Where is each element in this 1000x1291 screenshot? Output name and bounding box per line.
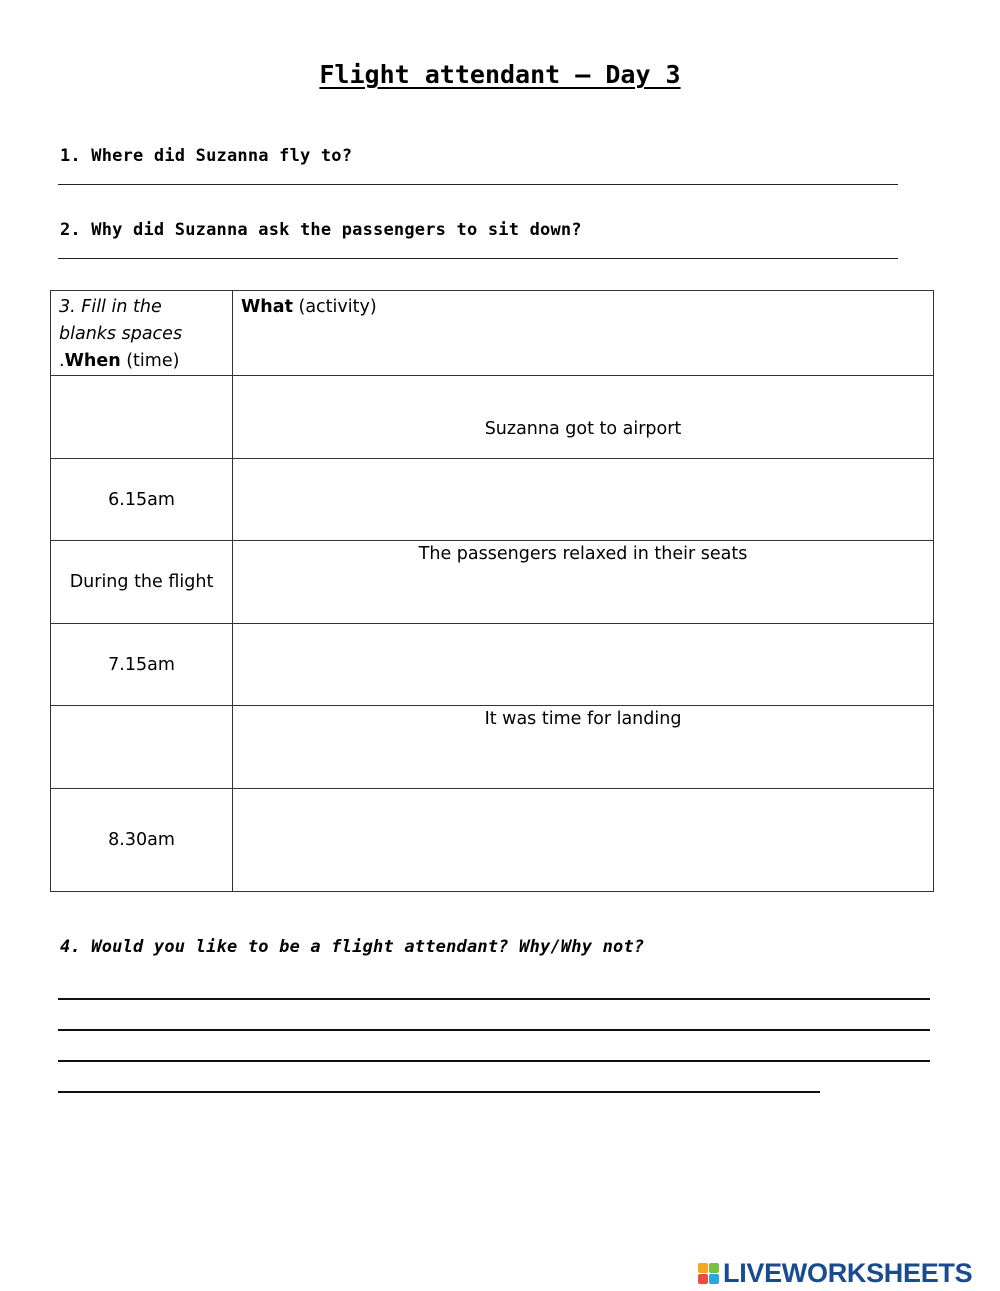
when-header-label: When: [64, 351, 121, 371]
when-cell: 7.15am: [51, 624, 233, 706]
table-header-row: [51, 291, 934, 376]
what-header-cell: [233, 291, 934, 376]
answer-line-q4-4[interactable]: [58, 1091, 820, 1093]
table-row: [51, 541, 934, 624]
question-2: 2. Why did Suzanna ask the passengers to sit down?: [60, 220, 582, 240]
fill-in-instruction: 3. Fill in the blanks spaces: [59, 297, 183, 344]
answer-line-q2[interactable]: [58, 258, 898, 259]
when-header-note: (time): [120, 351, 180, 371]
when-cell: 8.30am: [51, 789, 233, 892]
when-cell-blank[interactable]: [51, 376, 233, 459]
when-prefix: .: [59, 351, 65, 371]
what-cell: Suzanna got to airport: [233, 376, 934, 459]
what-header-label: What: [241, 297, 293, 317]
what-cell: It was time for landing: [233, 706, 934, 789]
logo-square-e: [709, 1274, 719, 1284]
when-header-cell: [51, 291, 233, 376]
table-row: [51, 459, 934, 541]
table-row: [51, 706, 934, 789]
logo-square-v: [698, 1274, 708, 1284]
table-row: [51, 624, 934, 706]
logo-square-i: [709, 1263, 719, 1273]
question-1: 1. Where did Suzanna fly to?: [60, 146, 353, 166]
what-cell-blank[interactable]: [233, 789, 934, 892]
liveworksheets-logo: [698, 1258, 972, 1289]
when-cell: 6.15am: [51, 459, 233, 541]
worksheet-title: [0, 60, 1000, 89]
when-cell: During the flight: [51, 541, 233, 624]
activity-table: [50, 290, 934, 892]
worksheet-title-text: Flight attendant – Day 3: [319, 60, 681, 89]
question-4: 4. Would you like to be a flight attendant? Why/Why not?: [60, 937, 645, 957]
liveworksheets-logo-text: LIVEWORKSHEETS: [723, 1258, 973, 1288]
what-header-note: (activity): [292, 297, 377, 317]
logo-square-l: [698, 1263, 708, 1273]
liveworksheets-logo-icon: [698, 1263, 719, 1284]
when-cell-blank[interactable]: [51, 706, 233, 789]
what-cell: The passengers relaxed in their seats: [233, 541, 934, 624]
answer-line-q4-2[interactable]: [58, 1029, 930, 1031]
what-cell-blank[interactable]: [233, 624, 934, 706]
table-row: [51, 376, 934, 459]
answer-line-q4-1[interactable]: [58, 998, 930, 1000]
what-cell-blank[interactable]: [233, 459, 934, 541]
answer-line-q4-3[interactable]: [58, 1060, 930, 1062]
answer-line-q1[interactable]: [58, 184, 898, 185]
table-row: [51, 789, 934, 892]
